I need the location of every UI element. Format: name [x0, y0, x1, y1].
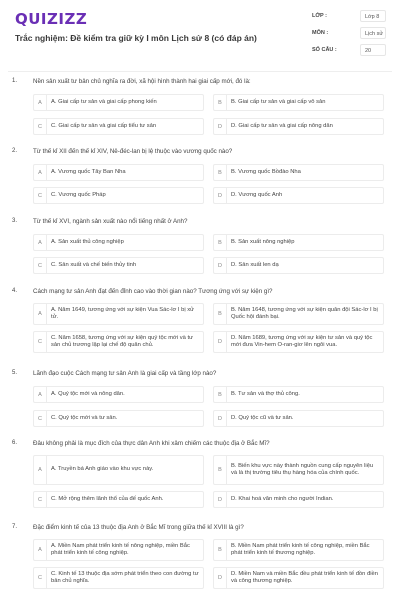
question-item: [0, 148, 400, 216]
option-letter: D: [214, 411, 227, 426]
question-number: 6.: [12, 440, 18, 446]
option-text: D. Khai hoá văn minh cho người Indian.: [231, 495, 334, 502]
question-text: Từ thế kỉ XVI, ngành sản xuất nào nổi tiếng nhất ở Anh?: [33, 218, 188, 225]
option-text: B. Năm 1648, tương ứng với sự kiện quân đội Sác-lơ I bị Quốc hội đánh bại.: [231, 306, 378, 320]
question-item: [0, 218, 400, 286]
option-letter: C: [34, 411, 47, 426]
option-letter: A: [34, 95, 47, 110]
option-text: D. Vương quốc Anh: [231, 191, 283, 198]
worksheet-meta: [300, 10, 388, 61]
question-item: [0, 524, 400, 600]
option-letter: D: [214, 568, 227, 588]
option-letter: B: [214, 304, 227, 324]
question-text: Từ thế kỉ XII đến thế kỉ XIV, Nê-đéc-lan bị lệ thuộc vào vương quốc nào?: [33, 148, 233, 155]
answer-option-d[interactable]: [213, 118, 384, 135]
question-item: [0, 370, 400, 438]
answer-option-c[interactable]: [33, 567, 204, 589]
answer-option-d[interactable]: [213, 187, 384, 204]
question-item: [0, 440, 400, 524]
meta-label-subject: MÔN :: [312, 30, 329, 36]
option-letter: C: [34, 568, 47, 588]
option-text: B. Giai cấp tư sản và giai cấp vô sản: [231, 98, 326, 105]
answer-option-d[interactable]: [213, 491, 384, 508]
option-letter: C: [34, 188, 47, 203]
meta-row-question-count: [300, 44, 388, 59]
answer-option-b[interactable]: [213, 164, 384, 181]
option-letter: C: [34, 119, 47, 134]
option-text: D. Năm 1689, tương ứng với sự kiện tư sản và quý tộc mới đưa Vin-hem O-ran-giơ lên ngôi vua.: [231, 334, 373, 348]
option-text: B. Miền Nam phát triển kinh tế công nghiệp, miền Bắc phát triển kinh tế thương nghiệp.: [231, 542, 370, 556]
option-text: C. Kinh tế 13 thuộc địa sớm phát triển theo con đường tư bản chủ nghĩa.: [51, 570, 199, 584]
answer-option-a[interactable]: [33, 539, 204, 561]
option-text: C. Sản xuất và chế biến thủy tinh: [51, 261, 137, 268]
question-number: 2.: [12, 148, 18, 154]
answer-option-c[interactable]: [33, 187, 204, 204]
option-letter: A: [34, 165, 47, 180]
option-text: A. Quý tộc mới và nông dân.: [51, 390, 125, 397]
answer-option-c[interactable]: [33, 257, 204, 274]
meta-value-question-count: 20: [360, 44, 386, 56]
question-number: 1.: [12, 78, 18, 84]
question-number: 4.: [12, 288, 18, 294]
answer-option-b[interactable]: [213, 455, 384, 485]
option-text: B. Vương quốc Bồđào Nha: [231, 168, 301, 175]
option-letter: B: [214, 540, 227, 560]
answer-option-a[interactable]: [33, 234, 204, 251]
option-text: A. Truyền bá Anh giáo vào khu vực này.: [51, 466, 154, 473]
option-letter: D: [214, 492, 227, 507]
worksheet-header: [0, 0, 400, 68]
answer-option-a[interactable]: [33, 386, 204, 403]
answer-option-c[interactable]: [33, 410, 204, 427]
option-text: C. Quý tộc mới và tư sản.: [51, 414, 118, 421]
answer-option-a[interactable]: [33, 164, 204, 181]
question-text: Lãnh đạo cuộc Cách mạng tư sản Anh là giai cấp và tầng lớp nào?: [33, 370, 217, 377]
question-item: [0, 78, 400, 148]
answer-option-b[interactable]: [213, 94, 384, 111]
answer-option-b[interactable]: [213, 386, 384, 403]
option-letter: D: [214, 188, 227, 203]
option-text: A. Năm 1649, tương ứng với sự kiện Vua Sác-lơ I bị xử tử.: [51, 306, 195, 320]
option-text: A. Miền Nam phát triển kinh tế nông nghiệp, miền Bắc phát triển kinh tế công nghiệp.: [51, 542, 190, 556]
option-text: B. Tư sản và thợ thủ công.: [231, 390, 300, 397]
question-number: 7.: [12, 524, 18, 530]
answer-option-d[interactable]: [213, 567, 384, 589]
option-letter: B: [214, 235, 227, 250]
option-text: A. Vương quốc Tây Ban Nha: [51, 168, 126, 175]
header-divider: [8, 71, 392, 72]
meta-label-class: LỚP :: [312, 13, 327, 19]
worksheet-title: Trắc nghiệm: Đề kiểm tra giữ kỳ I môn Lịch sử 8 (có đáp án): [15, 33, 257, 43]
option-letter: A: [34, 540, 47, 560]
answer-option-d[interactable]: [213, 257, 384, 274]
question-item: [0, 288, 400, 370]
meta-value-subject: Lịch sử: [360, 27, 386, 39]
answer-option-c[interactable]: [33, 491, 204, 508]
question-number: 5.: [12, 370, 18, 376]
option-letter: B: [214, 165, 227, 180]
answer-option-a[interactable]: [33, 303, 204, 325]
option-text: D. Sản xuất len dạ: [231, 261, 279, 268]
question-text: Đâu không phải là mục đích của thực dân Anh khi xâm chiếm các thuộc địa ở Bắc Mĩ?: [33, 440, 270, 447]
option-text: C. Vương quốc Pháp: [51, 191, 106, 198]
option-letter: B: [214, 387, 227, 402]
option-letter: B: [214, 456, 227, 484]
answer-option-c[interactable]: [33, 118, 204, 135]
answer-option-c[interactable]: [33, 331, 204, 353]
meta-value-class: Lớp 8: [360, 10, 386, 22]
option-text: D. Giai cấp tư sản và giai cấp nông dân: [231, 122, 333, 129]
answer-option-a[interactable]: [33, 455, 204, 485]
option-text: B. Biến khu vực này thành nguồn cung cấp nguyên liệu và là thị trường tiêu thụ hàng hóa của chính quốc.: [231, 462, 374, 476]
answer-option-d[interactable]: [213, 410, 384, 427]
answer-option-d[interactable]: [213, 331, 384, 353]
question-text: Đặc điểm kinh tế của 13 thuộc địa Anh ở Bắc Mĩ trong giữa thế kỉ XVIII là gì?: [33, 524, 244, 531]
option-letter: C: [34, 258, 47, 273]
option-text: C. Mở rộng thêm lãnh thổ của đế quốc Anh.: [51, 495, 164, 502]
meta-row-class: [300, 10, 388, 25]
option-text: A. Giai cấp tư sản và giai cấp phong kiến: [51, 98, 157, 105]
option-text: B. Sản xuất nông nghiệp: [231, 238, 295, 245]
question-text: Nền sản xuất tư bản chủ nghĩa ra đời, xã hội hình thành hai giai cấp mới, đó là:: [33, 78, 251, 85]
option-letter: D: [214, 119, 227, 134]
meta-label-question-count: SỐ CÂU :: [312, 47, 337, 53]
option-letter: C: [34, 492, 47, 507]
option-letter: A: [34, 304, 47, 324]
question-text: Cách mạng tư sản Anh đạt đến đỉnh cao vào thời gian nào? Tương ứng với sự kiện gì?: [33, 288, 273, 295]
option-text: C. Năm 1658, tương ứng với sự kiện quý tộc mới và tư sản chủ trương lập lại chế độ quân chủ.: [51, 334, 193, 348]
option-text: C. Giai cấp tư sản và giai cấp tiểu tư sản: [51, 122, 157, 129]
option-text: D. Quý tộc cũ và tư sản.: [231, 414, 294, 421]
quizizz-logo[interactable]: QUIZIZZ: [15, 10, 88, 28]
option-letter: D: [214, 258, 227, 273]
option-letter: A: [34, 235, 47, 250]
answer-option-b[interactable]: [213, 234, 384, 251]
meta-row-subject: [300, 27, 388, 42]
option-text: D. Miền Nam và miền Bắc đều phát triển kinh tế đồn điền và công thương nghiệp.: [231, 570, 378, 584]
option-letter: B: [214, 95, 227, 110]
option-letter: D: [214, 332, 227, 352]
question-number: 3.: [12, 218, 18, 224]
option-letter: A: [34, 456, 47, 484]
option-letter: A: [34, 387, 47, 402]
option-text: A. Sản xuất thủ công nghiệp: [51, 238, 124, 245]
answer-option-b[interactable]: [213, 303, 384, 325]
answer-option-a[interactable]: [33, 94, 204, 111]
answer-option-b[interactable]: [213, 539, 384, 561]
option-letter: C: [34, 332, 47, 352]
